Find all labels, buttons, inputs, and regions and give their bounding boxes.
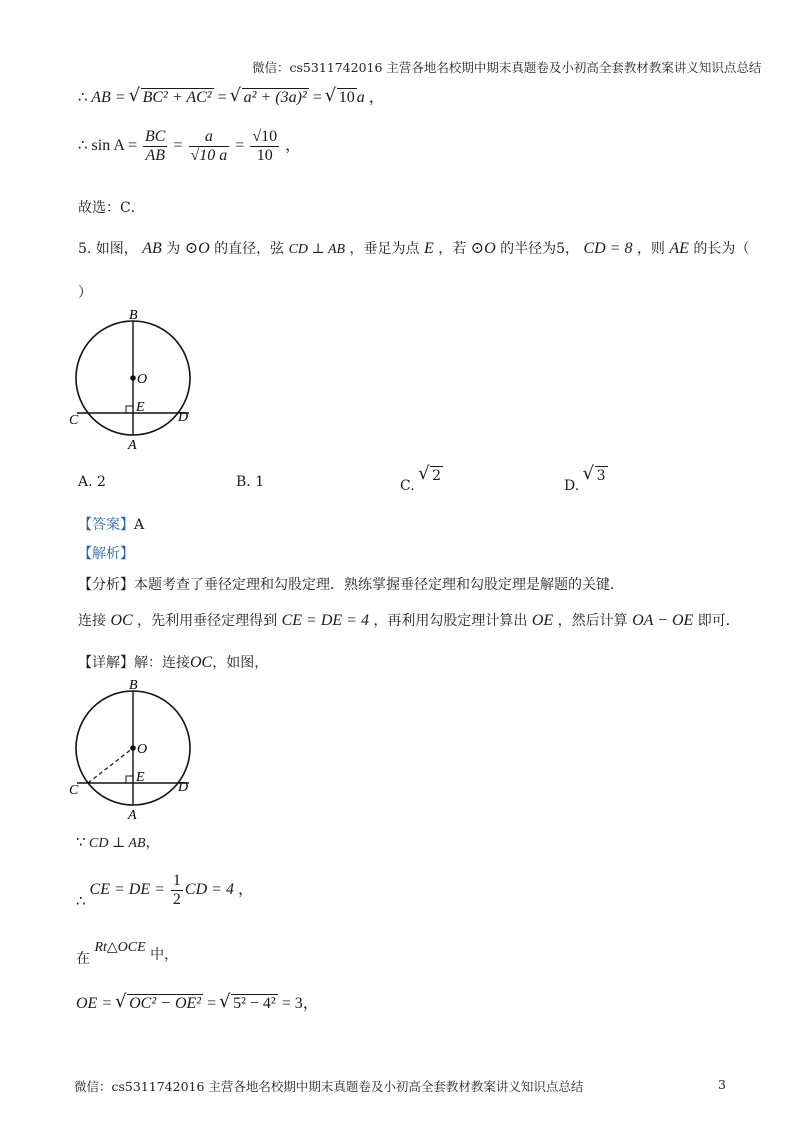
label-b: B bbox=[129, 678, 138, 693]
circle-figure-2 bbox=[66, 676, 206, 824]
label-o: O bbox=[137, 742, 148, 757]
sqrt-10: √ 10 bbox=[326, 88, 357, 107]
option-a: A. 2 bbox=[78, 474, 106, 490]
fraction-a-sqrt10a: $\frac{a}{√10 a}$ bbox=[190, 128, 228, 164]
ab-lhs: AB = bbox=[91, 89, 130, 106]
label-c: C bbox=[69, 783, 79, 798]
sqrt-bc-ac: √ BC² + AC² bbox=[130, 88, 214, 107]
option-c: C. √ 2 bbox=[400, 466, 443, 485]
label-d: D bbox=[178, 410, 189, 425]
page-header: 微信：cs5311742016 主营各地名校期中期末真题卷及小初高全套教材教案讲义知识点总结 bbox=[252, 60, 762, 75]
triangle-line: 在 Rt△OCE 中， bbox=[76, 940, 179, 967]
answer-line: 【答案】A bbox=[78, 517, 145, 533]
ab-equation: ∴ AB = √ BC² + AC² = √ a² + (3a)² = √ 10 a ， bbox=[78, 84, 385, 107]
analysis-tag: 【解析】 bbox=[78, 546, 134, 562]
fraction-half: $\frac{1}{2}$ bbox=[172, 872, 181, 908]
therefore-symbol: ∴ bbox=[78, 136, 88, 155]
label-e: E bbox=[136, 400, 145, 415]
label-c: C bbox=[69, 413, 79, 428]
option-d: D. √ 3 bbox=[564, 466, 608, 485]
label-b: B bbox=[129, 308, 138, 323]
prev-choice: 故选：C． bbox=[78, 200, 145, 216]
page-footer: 微信：cs5311742016 主营各地名校期中期末真题卷及小初高全套教材教案讲义知识点总结 bbox=[74, 1079, 584, 1094]
fraction-bc-ab: $\frac{BC}{AB}$ bbox=[145, 128, 166, 164]
because-line: ∵ CD ⊥ AB， bbox=[76, 833, 160, 851]
center-point bbox=[130, 745, 136, 751]
detail-line: 【详解】解：连接OC，如图， bbox=[78, 654, 269, 671]
sqrt-a-3a: √ a² + (3a)² bbox=[231, 88, 309, 107]
steps-line: 连接 OC ，先利用垂径定理得到 CE = DE = 4 ，再利用勾股定理计算出 OE ，然后计算 OA − OE 即可． bbox=[78, 612, 740, 629]
fenxi-line: 【分析】本题考查了垂径定理和勾股定理．熟练掌握垂径定理和勾股定理是解题的关键． bbox=[78, 577, 624, 593]
label-e: E bbox=[136, 770, 145, 785]
label-a: A bbox=[128, 438, 137, 453]
label-a: A bbox=[128, 808, 137, 823]
circle-figure-1 bbox=[66, 306, 206, 454]
therefore-symbol: ∴ bbox=[78, 88, 88, 106]
option-b: B. 1 bbox=[236, 474, 265, 490]
sin-lhs: sin A = bbox=[91, 137, 142, 155]
label-o: O bbox=[137, 372, 148, 387]
right-angle-mark bbox=[126, 776, 133, 783]
fraction-sqrt10-10: $\frac{√10}{10}$ bbox=[252, 128, 278, 164]
oe-equation: OE = √ OC² − OE² = √ 5² − 4² = 3， bbox=[76, 990, 319, 1013]
sqrt-oc-oe: √ OC² − OE² bbox=[116, 994, 203, 1013]
right-angle-mark bbox=[126, 406, 133, 413]
question-5-paren-close: ） bbox=[78, 285, 92, 301]
sin-equation: ∴ sin A = $\frac{BC}{AB}$ = $\frac{a}{√10 a}$ = $\frac{√10}{10}$ ， bbox=[78, 128, 302, 164]
center-point bbox=[130, 375, 136, 381]
label-d: D bbox=[178, 780, 189, 795]
page-number: 3 bbox=[718, 1077, 726, 1092]
question-5-stem: 5. 如图， AB 为 ⊙O 的直径，弦 CD ⊥ AB ，垂足为点 E ，若 ⊙O 的半径为5， CD = 8 ，则 AE 的长为（ bbox=[78, 240, 750, 257]
sqrt-5-4: √ 5² − 4² bbox=[220, 994, 278, 1013]
ce-equation: ∴ CE = DE = $\frac{1}{2}$ CD = 4 ， bbox=[76, 872, 254, 911]
